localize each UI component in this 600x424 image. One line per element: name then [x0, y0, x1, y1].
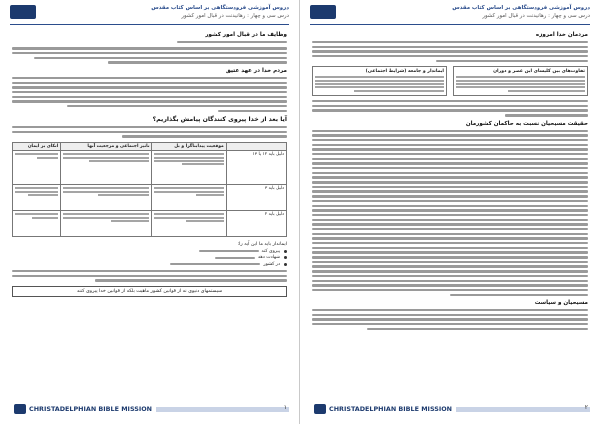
table-row [13, 184, 287, 210]
section-heading: مردمان خدا امروزه [535, 32, 588, 38]
page-header [310, 4, 590, 26]
paragraph [312, 41, 588, 62]
list-item: در کشور [12, 262, 287, 267]
page-footer [310, 402, 590, 414]
info-box [312, 66, 447, 96]
row-label: دلیل باید ۲ [226, 210, 286, 236]
header-subtitle: درس سی و چهار : رهانیدنت در قبال امور کشور [482, 13, 590, 19]
paragraph [312, 100, 588, 116]
footer-brand [310, 402, 456, 416]
footer-brand [10, 402, 156, 416]
table-header-row [13, 142, 287, 150]
paragraph [12, 41, 287, 43]
cbm-logo-icon [10, 5, 36, 19]
cbm-logo-icon [314, 404, 326, 414]
bullet-icon [284, 256, 287, 259]
cbm-logo-icon [14, 404, 26, 414]
page-footer [10, 402, 289, 414]
right-content [312, 30, 588, 390]
paragraph [12, 77, 287, 112]
page-number: ۱ [283, 404, 287, 411]
paragraph [12, 270, 287, 282]
bullet-icon [284, 263, 287, 266]
header-rule [310, 24, 590, 25]
header-subtitle: درس سی و چهار : رهانیدنت در قبال امور کشور [181, 13, 289, 19]
paragraph [312, 309, 588, 330]
comparison-table [12, 142, 287, 237]
footer-brand-text: CHRISTADELPHIAN BIBLE MISSION [329, 405, 453, 413]
table-header: موقعیت پیدا‌بنا‌گرا و بل [152, 142, 226, 150]
page-number: ۲ [584, 404, 588, 411]
callout-note: سیستمهای دنیوی نه از قوانین کشور ماهیت بلکه از قوانین خدا پیروی کنند [12, 286, 287, 297]
header-title: دروس آموزشی فرودستگاهی بر اساس کتاب مقدس [151, 5, 289, 11]
paragraph [12, 47, 287, 63]
cbm-logo-icon [310, 5, 336, 19]
row-label: دلیل باید ۱۲ یا ۱۳ [226, 150, 286, 184]
info-box [453, 66, 588, 96]
paragraph [12, 126, 287, 138]
table-row [13, 210, 287, 236]
page-header [10, 4, 289, 26]
footer-brand-text: CHRISTADELPHIAN BIBLE MISSION [29, 405, 153, 413]
box-title: تفاوت‌های بین کلیسای این عصر و دوران [493, 69, 585, 75]
section-heading: وظایف ما در قبال امور کشور [205, 32, 287, 38]
header-rule [10, 24, 289, 25]
table-header: تاثیر اجتماعی و مرجعیت آنها [61, 142, 152, 150]
list-intro: ایماندار باید ما این آیه را: [237, 241, 287, 247]
header-title: دروس آموزشی فرودستگاهی بر اساس کتاب مقدس [452, 5, 590, 11]
bullet-icon [284, 250, 287, 253]
box-title: ایماندار و جامعه (شرایط اجتماعی) [365, 69, 444, 75]
two-column-boxes [312, 66, 588, 96]
table-row [13, 150, 287, 184]
list-item: پیروی کند [12, 249, 287, 254]
table-header: اتکای بر ایمان [13, 142, 61, 150]
row-label: دلیل باید ۳ [226, 184, 286, 210]
section-heading: مردم خدا در عهد عتیق [225, 67, 287, 74]
section-heading: آیا بعد از خدا پیروی کنندگان پیامش بگذاریم؟ [152, 116, 287, 124]
left-content [12, 30, 287, 390]
right-page [300, 0, 600, 424]
section-heading: مسیحیان و سیاست [534, 300, 588, 306]
table-header [226, 142, 286, 150]
paragraph [312, 130, 588, 296]
section-heading: حقیقت مسیحیان نسبت به حاکمان کشورمان [465, 120, 588, 127]
list-item: شهادت دهد [12, 255, 287, 260]
